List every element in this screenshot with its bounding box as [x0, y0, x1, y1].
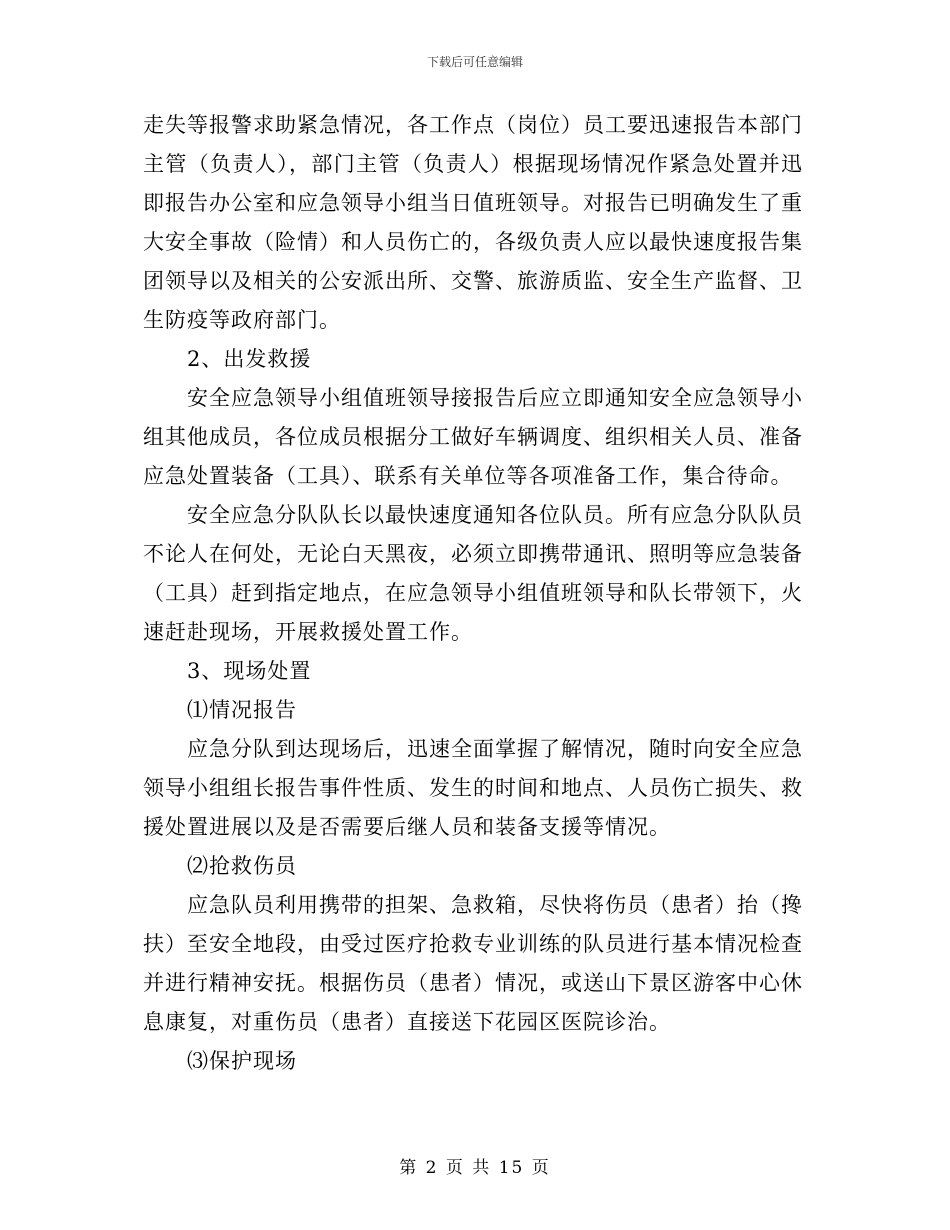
subheading-rescue-injured: ⑵抢救伤员 [187, 854, 297, 878]
paragraph: 安全应急领导小组值班领导接报告后应立即通知安全应急领导小组其他成员，各位成员根据分工做好车辆调度、组织相关人员、准备应急处置装备（工具）、联系有关单位等各项准备工作，集合待命。 [143, 386, 803, 488]
paragraph: 应急队员利用携带的担架、急救箱，尽快将伤员（患者）抬（搀扶）至安全地段，由受过医疗抢救专业训练的队员进行基本情况检查并进行精神安抚。根据伤员（患者）情况，或送山下景区游客中心休息康复，对重伤员（患者）直接送下花园区医院诊治。 [143, 893, 803, 1034]
document-body [143, 106, 803, 1081]
section-heading-onsite-handling: 3、现场处置 [187, 659, 312, 683]
paragraph-continuation: 走失等报警求助紧急情况，各工作点（岗位）员工要迅速报告本部门主管（负责人），部门主管（负责人）根据现场情况作紧急处置并迅即报告办公室和应急领导小组当日值班领导。对报告已明确发生了重大安全事故（险情）和人员伤亡的，各级负责人应以最快速度报告集团领导以及相关的公安派出所、交警、旅游质监、安全生产监督、卫生防疫等政府部门。 [143, 113, 803, 332]
subheading-protect-scene: ⑶保护现场 [187, 1049, 297, 1073]
page-number: 第 2 页 共 15 页 [399, 1158, 551, 1178]
section-heading-departure-rescue: 2、出发救援 [187, 347, 312, 371]
subheading-situation-report: ⑴情况报告 [187, 698, 297, 722]
paragraph: 应急分队到达现场后，迅速全面掌握了解情况，随时向安全应急领导小组组长报告事件性质、发生的时间和地点、人员伤亡损失、救援处置进展以及是否需要后继人员和装备支援等情况。 [143, 737, 803, 839]
paragraph: 安全应急分队队长以最快速度通知各位队员。所有应急分队队员不论人在何处，无论白天黑夜，必须立即携带通讯、照明等应急装备（工具）赶到指定地点，在应急领导小组值班领导和队长带领下，火速赶赴现场，开展救援处置工作。 [143, 503, 803, 644]
page-header: 下载后可任意编辑 [426, 55, 523, 69]
